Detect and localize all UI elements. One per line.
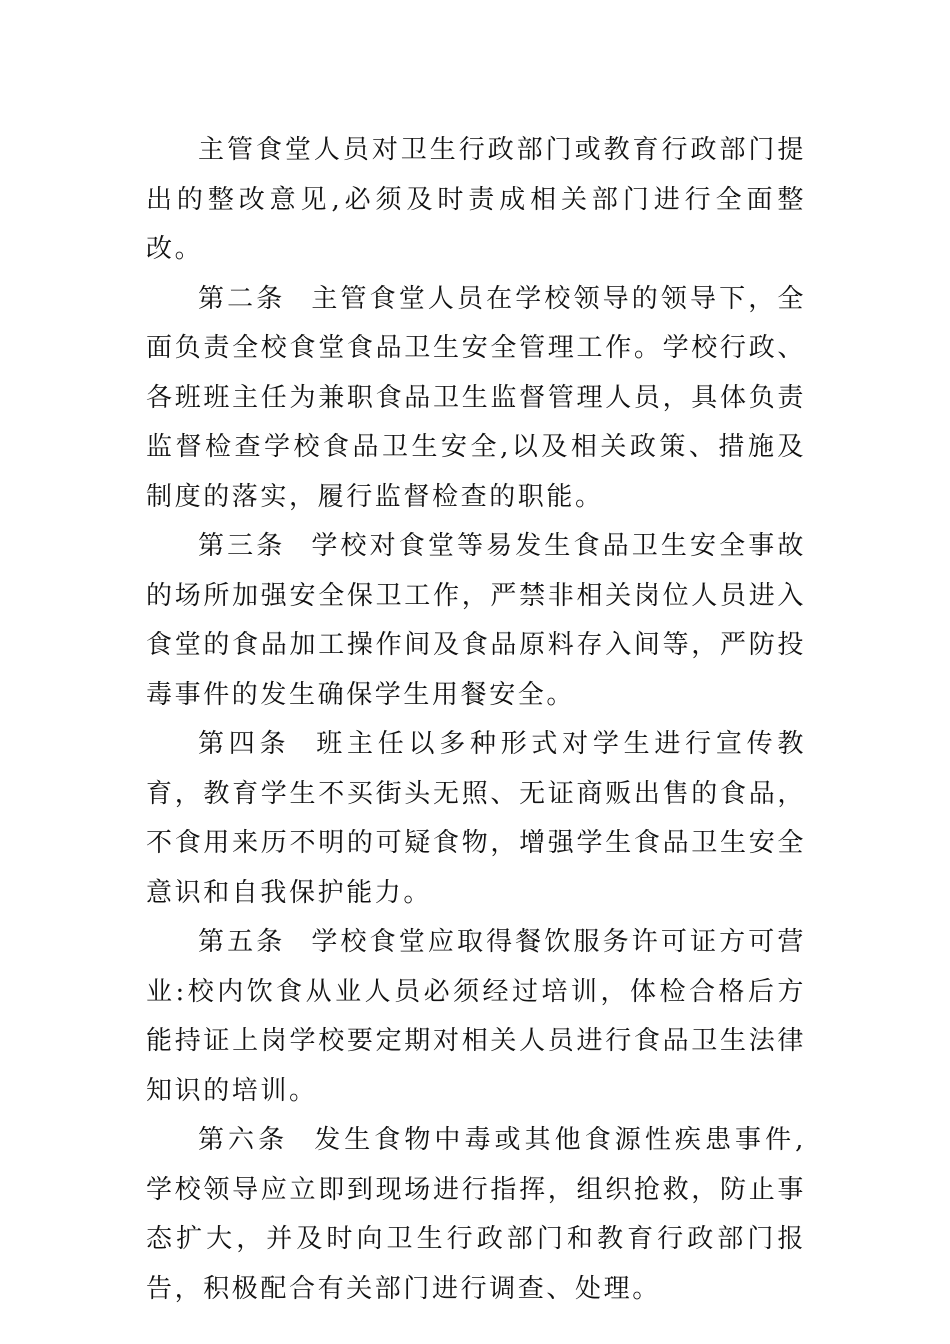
- article-label: 第六条: [198, 1125, 289, 1155]
- article-2: [146, 275, 806, 523]
- document-body: [146, 126, 806, 1314]
- article-label: 第五条: [198, 927, 286, 957]
- article-label: 第二条: [198, 283, 286, 314]
- article-label: 第四条: [198, 729, 291, 759]
- paragraph-text: 主管食堂人员对卫生行政部门或教育行政部门提出的整改意见,必须及时责成相关部门进行全面整改。: [146, 135, 806, 264]
- article-text: 学校对食堂等易发生食品卫生安全事故的场所加强安全保卫工作，严禁非相关岗位人员进入食堂的食品加工操作间及食品原料存入间等，严防投毒事件的发生确保学生用餐安全。: [146, 531, 806, 710]
- article-text: 学校食堂应取得餐饮服务许可证方可营业:校内饮食从业人员必须经过培训，体检合格后方能持证上岗学校要定期对相关人员进行食品卫生法律知识的培训。: [146, 927, 806, 1106]
- paragraph-continuation: [146, 126, 806, 275]
- article-3: [146, 522, 806, 720]
- article-text: 发生食物中毒或其他食源性疾患事件,学校领导应立即到现场进行指挥，组织抢救，防止事态扩大，并及时向卫生行政部门和教育行政部门报告，积极配合有关部门进行调查、处理。: [146, 1125, 806, 1304]
- article-text: 班主任以多种形式对学生进行宣传教育，教育学生不买街头无照、无证商贩出售的食品，不食用来历不明的可疑食物，增强学生食品卫生安全意识和自我保护能力。: [146, 729, 806, 908]
- article-5: [146, 918, 806, 1116]
- article-label: 第三条: [198, 531, 286, 561]
- article-text: 主管食堂人员在学校领导的领导下，全面负责全校食堂食品卫生安全管理工作。学校行政、各班班主任为兼职食品卫生监督管理人员，具体负责监督检查学校食品卫生安全,以及相关政策、措施及制度的落实，履行监督检查的职能。: [146, 283, 806, 512]
- article-4: [146, 720, 806, 918]
- article-6: [146, 1116, 806, 1314]
